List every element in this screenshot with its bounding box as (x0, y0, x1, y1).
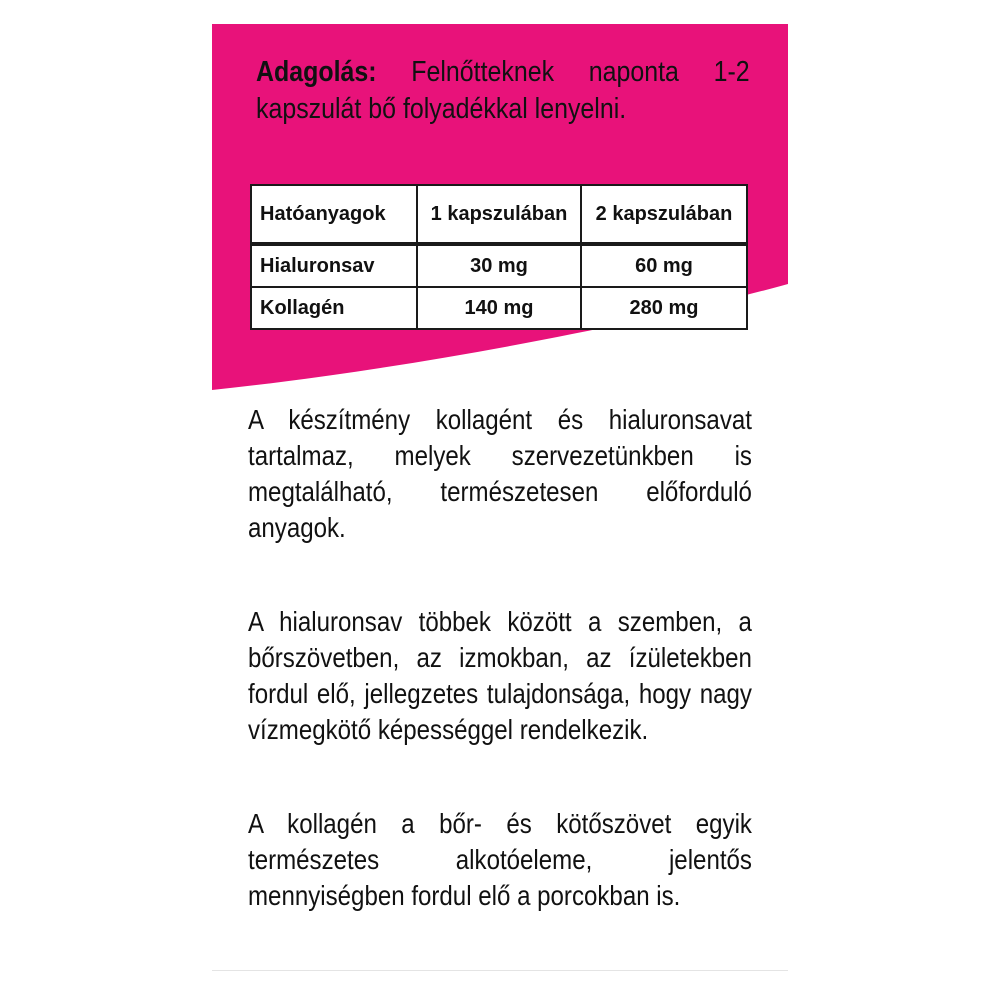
description-text (248, 402, 752, 972)
table-row (251, 287, 747, 329)
paragraph-collagen: A kollagén a bőr- és kötőszövet egyik természetes alkotóeleme, jelentős mennyiségben fordul elő a porcokban is. (248, 808, 752, 911)
amount-one-capsule: 140 mg (417, 287, 581, 329)
ingredient-name: Kollagén (251, 287, 417, 329)
package-panel (212, 24, 788, 974)
table-row (251, 244, 747, 287)
dosage-text: Felnőtteknek naponta 1-2 kapszulát bő folyadékkal lenyelni. (256, 56, 750, 125)
dosage-instructions (256, 54, 750, 128)
header-ingredients: Hatóanyagok (251, 185, 417, 244)
dosage-label: Adagolás: (256, 56, 377, 88)
ingredient-name: Hialuronsav (251, 244, 417, 287)
table-header-row (251, 185, 747, 244)
header-two-capsules: 2 kapszulában (581, 185, 747, 244)
paragraph-hyaluronic-acid: A hialuronsav többek között a szemben, a bőrszövetben, az izmokban, az ízületekben fordul elő, jellegzetes tulajdonsága, hogy nagy vízmegkötő képességgel rendelkezik. (248, 606, 752, 745)
amount-two-capsules: 60 mg (581, 244, 747, 287)
bottom-divider (212, 970, 788, 971)
paragraph-product-description: A készítmény kollagént és hialuronsavat tartalmaz, melyek szervezetünkben is megtalálható, természetesen előforduló anyagok. (248, 404, 752, 543)
amount-two-capsules: 280 mg (581, 287, 747, 329)
active-ingredients-table (250, 184, 748, 330)
header-one-capsule: 1 kapszulában (417, 185, 581, 244)
amount-one-capsule: 30 mg (417, 244, 581, 287)
